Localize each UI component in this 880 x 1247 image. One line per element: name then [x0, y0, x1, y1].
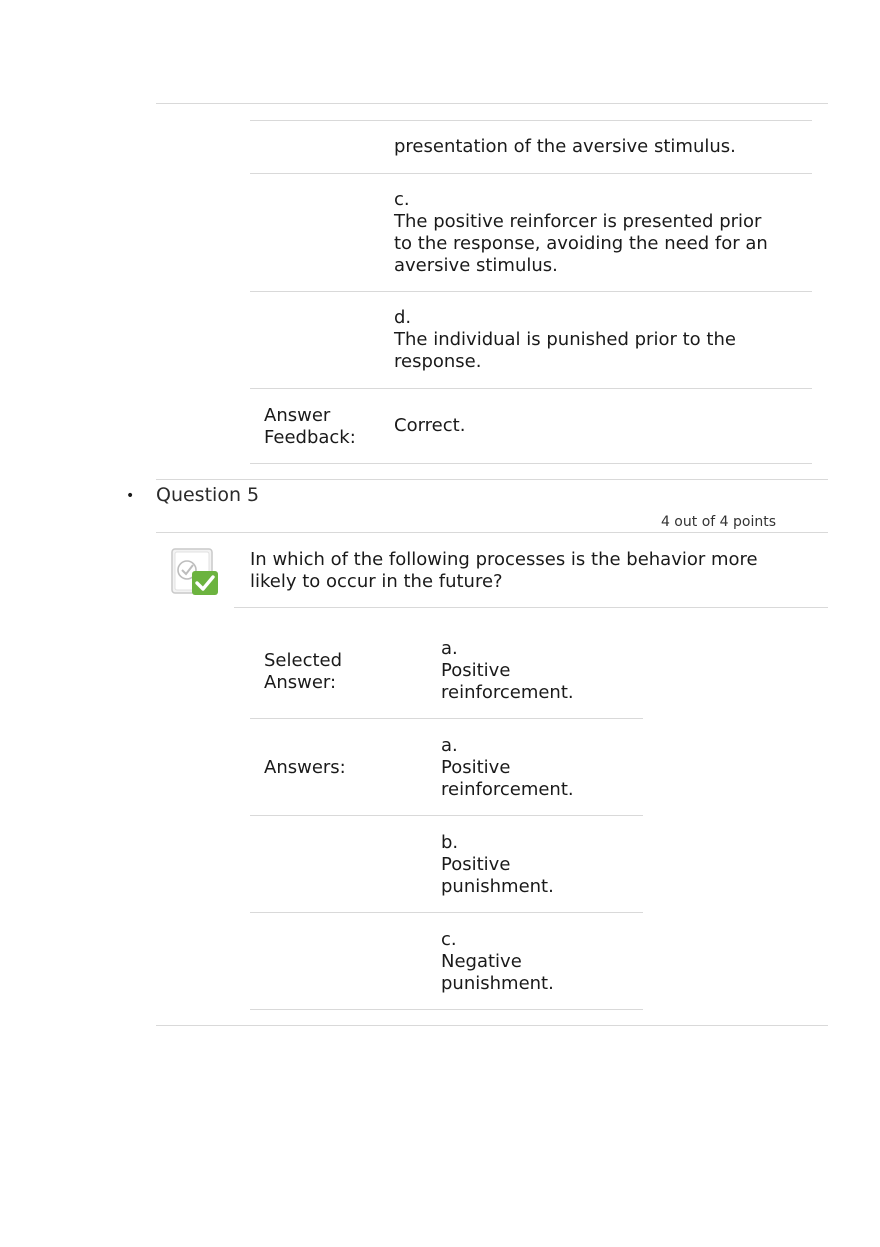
answer-feedback-label: [264, 405, 356, 449]
answer-c-line2: to the response, avoiding the need for an: [394, 233, 768, 254]
divider: [156, 1025, 828, 1026]
answer-c: [394, 189, 768, 277]
answer-d: [394, 307, 736, 373]
selected-letter: a.: [441, 638, 458, 659]
answer-c-letter: c.: [394, 189, 410, 210]
divider: [250, 463, 812, 464]
answer-a-line1: Positive: [441, 757, 511, 778]
divider: [250, 912, 643, 913]
divider: [156, 479, 828, 480]
list-bullet: •: [126, 488, 135, 504]
selected-label-line2: Answer:: [264, 672, 337, 693]
answer-d-letter: d.: [394, 307, 412, 328]
answer-option-c: [441, 929, 554, 995]
answer-b-line1: Positive: [441, 854, 511, 875]
divider: [156, 103, 828, 104]
answer-feedback-value: Correct.: [394, 415, 466, 436]
divider: [250, 1009, 643, 1010]
answer-c2-line1: Negative: [441, 951, 522, 972]
question-text-line2: likely to occur in the future?: [250, 571, 503, 592]
answer-c-line1: The positive reinforcer is presented prior: [394, 211, 762, 232]
answer-option-b: [441, 832, 554, 898]
divider: [250, 815, 643, 816]
answer-c2-line2: punishment.: [441, 973, 554, 994]
answer-b-line2: punishment.: [441, 876, 554, 897]
answers-label: Answers:: [264, 757, 346, 778]
selected-line1: Positive: [441, 660, 511, 681]
answer-d-line2: response.: [394, 351, 482, 372]
question-points: 4 out of 4 points: [660, 514, 776, 530]
selected-label-line1: Selected: [264, 650, 343, 671]
question-text-line1: In which of the following processes is the behavior more: [250, 549, 758, 570]
answer-c2-letter: c.: [441, 929, 457, 950]
answer-a-line2: reinforcement.: [441, 779, 574, 800]
answer-a-letter: a.: [441, 735, 458, 756]
answer-b-letter: b.: [441, 832, 459, 853]
divider: [250, 291, 812, 292]
divider: [250, 120, 812, 121]
answer-d-line1: The individual is punished prior to the: [394, 329, 736, 350]
divider: [250, 173, 812, 174]
divider: [156, 532, 828, 533]
divider: [250, 388, 812, 389]
selected-answer-value: [441, 638, 574, 704]
correct-check-icon: [168, 546, 222, 600]
divider: [250, 718, 643, 719]
answer-c-line3: aversive stimulus.: [394, 255, 558, 276]
feedback-label-line2: Feedback:: [264, 427, 356, 448]
answer-b-tail: presentation of the aversive stimulus.: [394, 136, 736, 157]
question-title: Question 5: [156, 484, 260, 506]
question-text: [250, 549, 758, 593]
answer-option-a: [441, 735, 574, 801]
divider: [234, 607, 828, 608]
selected-line2: reinforcement.: [441, 682, 574, 703]
feedback-label-line1: Answer: [264, 405, 331, 426]
selected-answer-label: [264, 650, 342, 694]
